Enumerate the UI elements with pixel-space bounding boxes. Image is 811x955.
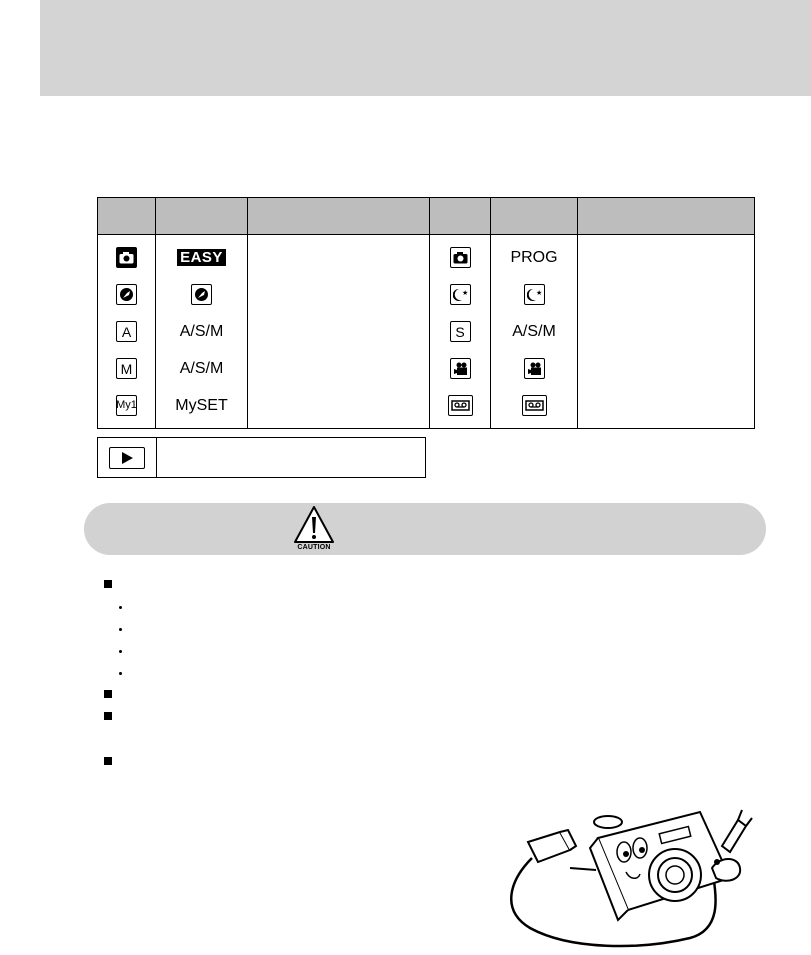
- header-cell: [156, 198, 248, 235]
- camera-mascot-illustration: [490, 790, 780, 950]
- camera-icon: [450, 247, 471, 268]
- voice-recording-icon: [522, 395, 547, 416]
- bullet-square: [104, 757, 112, 765]
- bullet-square: [104, 712, 112, 720]
- mode-table: [97, 197, 755, 429]
- table-cell: [578, 350, 755, 387]
- bullet-dot: [119, 606, 122, 609]
- header-cell: [248, 198, 430, 235]
- night-scene-icon: [524, 284, 545, 305]
- table-cell: [248, 276, 430, 313]
- letter-s-icon: S: [450, 321, 471, 342]
- table-row: [98, 276, 755, 313]
- table-cell: [578, 387, 755, 429]
- playback-mode-box: [97, 437, 426, 478]
- table-row: [98, 387, 755, 429]
- mode-label: MySET: [175, 396, 228, 414]
- table-cell: [248, 313, 430, 350]
- table-cell: [248, 235, 430, 277]
- my1-icon: My1: [116, 395, 137, 416]
- table-row: [98, 350, 755, 387]
- letter-a-icon: A: [116, 321, 137, 342]
- table-header-row: [98, 198, 755, 235]
- bullet-square: [104, 580, 112, 588]
- movie-camera-icon: [524, 358, 545, 379]
- portrait-icon: [191, 284, 212, 305]
- portrait-icon: [116, 284, 137, 305]
- table-cell: [578, 313, 755, 350]
- table-cell: [578, 235, 755, 277]
- bullet-dot: [119, 672, 122, 675]
- bullet-dot: [119, 628, 122, 631]
- mode-label: A/S/M: [179, 322, 224, 340]
- table-cell: [248, 387, 430, 429]
- easy-mode-label: EASY: [177, 249, 226, 266]
- voice-recording-icon: [448, 395, 473, 416]
- header-cell: [578, 198, 755, 235]
- table-cell: [578, 276, 755, 313]
- caution-label: CAUTION: [297, 544, 331, 551]
- caution-bar: [84, 503, 766, 555]
- playback-icon-cell: [98, 438, 157, 477]
- camera-icon: [116, 247, 137, 268]
- prog-mode-label: PROG: [510, 248, 558, 266]
- movie-camera-icon: [450, 358, 471, 379]
- header-cell: [430, 198, 491, 235]
- mode-label: A/S/M: [512, 322, 556, 340]
- table-cell: [248, 350, 430, 387]
- night-scene-icon: [450, 284, 471, 305]
- bullet-square: [104, 690, 112, 698]
- svg-text:★: ★: [535, 289, 542, 297]
- header-cell: [98, 198, 156, 235]
- header-cell: [491, 198, 578, 235]
- play-icon: [109, 447, 145, 469]
- table-row: [98, 235, 755, 277]
- letter-m-icon: M: [116, 358, 137, 379]
- bullet-dot: [119, 650, 122, 653]
- svg-text:★: ★: [461, 289, 468, 297]
- table-row: [98, 313, 755, 350]
- mode-label: A/S/M: [179, 359, 224, 377]
- header-band: [40, 0, 811, 96]
